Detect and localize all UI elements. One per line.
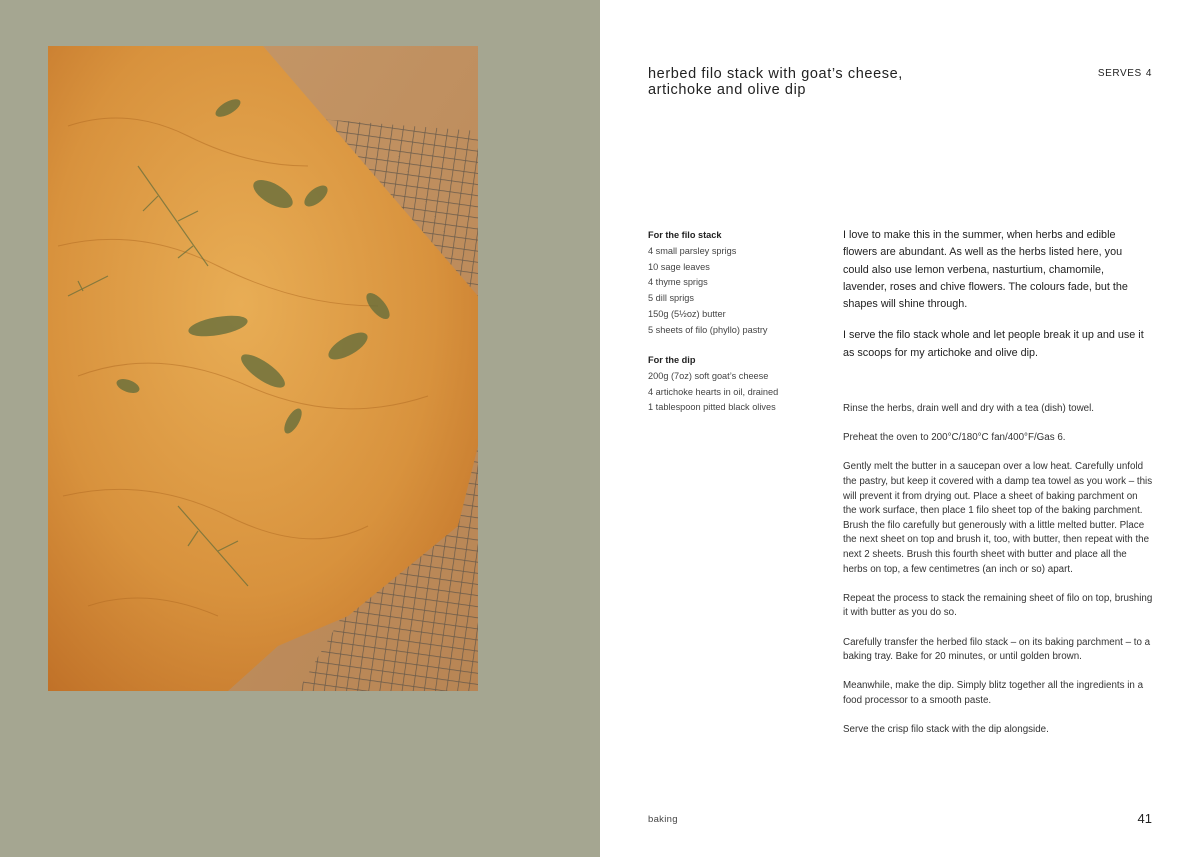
method-step: Serve the crisp filo stack with the dip alongside. — [843, 724, 1049, 736]
ingredient-item: 4 artichoke hearts in oil, drained — [648, 386, 779, 397]
method-step: Gently melt the butter in a saucepan over a low heat. Carefully unfold the pastry, but keep it covered with a damp tea towel as you work – this will prevent it from drying out. Place a sheet of baking parchment on the work surface, then place 1 filo sheet top of the baking parchment. Brush the filo carefully but generously with a little melted butter. Place the next sheet on top and brush it, too, with butter, then repeat with the next 2 sheets. Brush this fourth sheet with butter and place all the herbs on top, a few centimetres (an inch or so) apart. — [843, 461, 1153, 575]
section-footer: baking — [648, 814, 678, 825]
method-step: Meanwhile, make the dip. Simply blitz together all the ingredients in a food processor to a smooth paste. — [843, 680, 1144, 706]
ingredient-item: 200g (7oz) soft goat’s cheese — [648, 370, 769, 381]
ingredient-item: 150g (5½oz) butter — [648, 308, 726, 319]
intro-paragraph: I serve the filo stack whole and let people break it up and use it as scoops for my artichoke and olive dip. — [843, 329, 1144, 359]
recipe-intro — [843, 227, 1148, 376]
ingredient-item: 1 tablespoon pitted black olives — [648, 402, 776, 413]
ingredient-item: 4 small parsley sprigs — [648, 245, 737, 256]
filo-stack-illustration — [48, 46, 478, 691]
recipe-title-line-1: herbed filo stack with goat’s cheese, — [648, 66, 903, 82]
serves-value: 4 — [1145, 68, 1152, 79]
ingredients-dip — [648, 353, 828, 416]
recipe-title — [648, 66, 968, 98]
ingredient-group-heading: For the filo stack — [648, 230, 722, 240]
recipe-title-line-2: artichoke and olive dip — [648, 82, 807, 98]
ingredient-item: 5 dill sprigs — [648, 293, 694, 304]
serves-info — [1098, 68, 1152, 79]
filo-stack-photo — [48, 46, 478, 691]
right-page — [600, 0, 1200, 857]
method-step: Carefully transfer the herbed filo stack – on its baking parchment – to a baking tray. Bake for 20 minutes, or until golden brown. — [843, 636, 1151, 663]
recipe-method — [843, 402, 1153, 752]
page-number: 41 — [1137, 811, 1152, 826]
intro-paragraph: I love to make this in the summer, when herbs and edible flowers are abundant. As well as the herbs listed here, you could also use lemon verbena, nasturtium, chamomile, lavender, roses and chive flowers. The colours fade, but the shapes will shine through. — [843, 229, 1128, 311]
serves-label: SERVES — [1097, 68, 1142, 79]
ingredient-item: 10 sage leaves — [648, 261, 710, 272]
method-step: Rinse the herbs, drain well and dry with a tea (dish) towel. — [843, 403, 1095, 414]
method-step: Repeat the process to stack the remaining sheet of filo on top, brushing it with butter as you do so. — [843, 592, 1153, 619]
method-step: Preheat the oven to 200°C/180°C fan/400°F/Gas 6. — [843, 432, 1066, 444]
ingredient-item: 5 sheets of filo (phyllo) pastry — [648, 324, 768, 335]
ingredient-item: 4 thyme sprigs — [648, 277, 708, 288]
ingredients-filo-stack — [648, 228, 828, 339]
ingredient-group-heading: For the dip — [648, 355, 696, 365]
